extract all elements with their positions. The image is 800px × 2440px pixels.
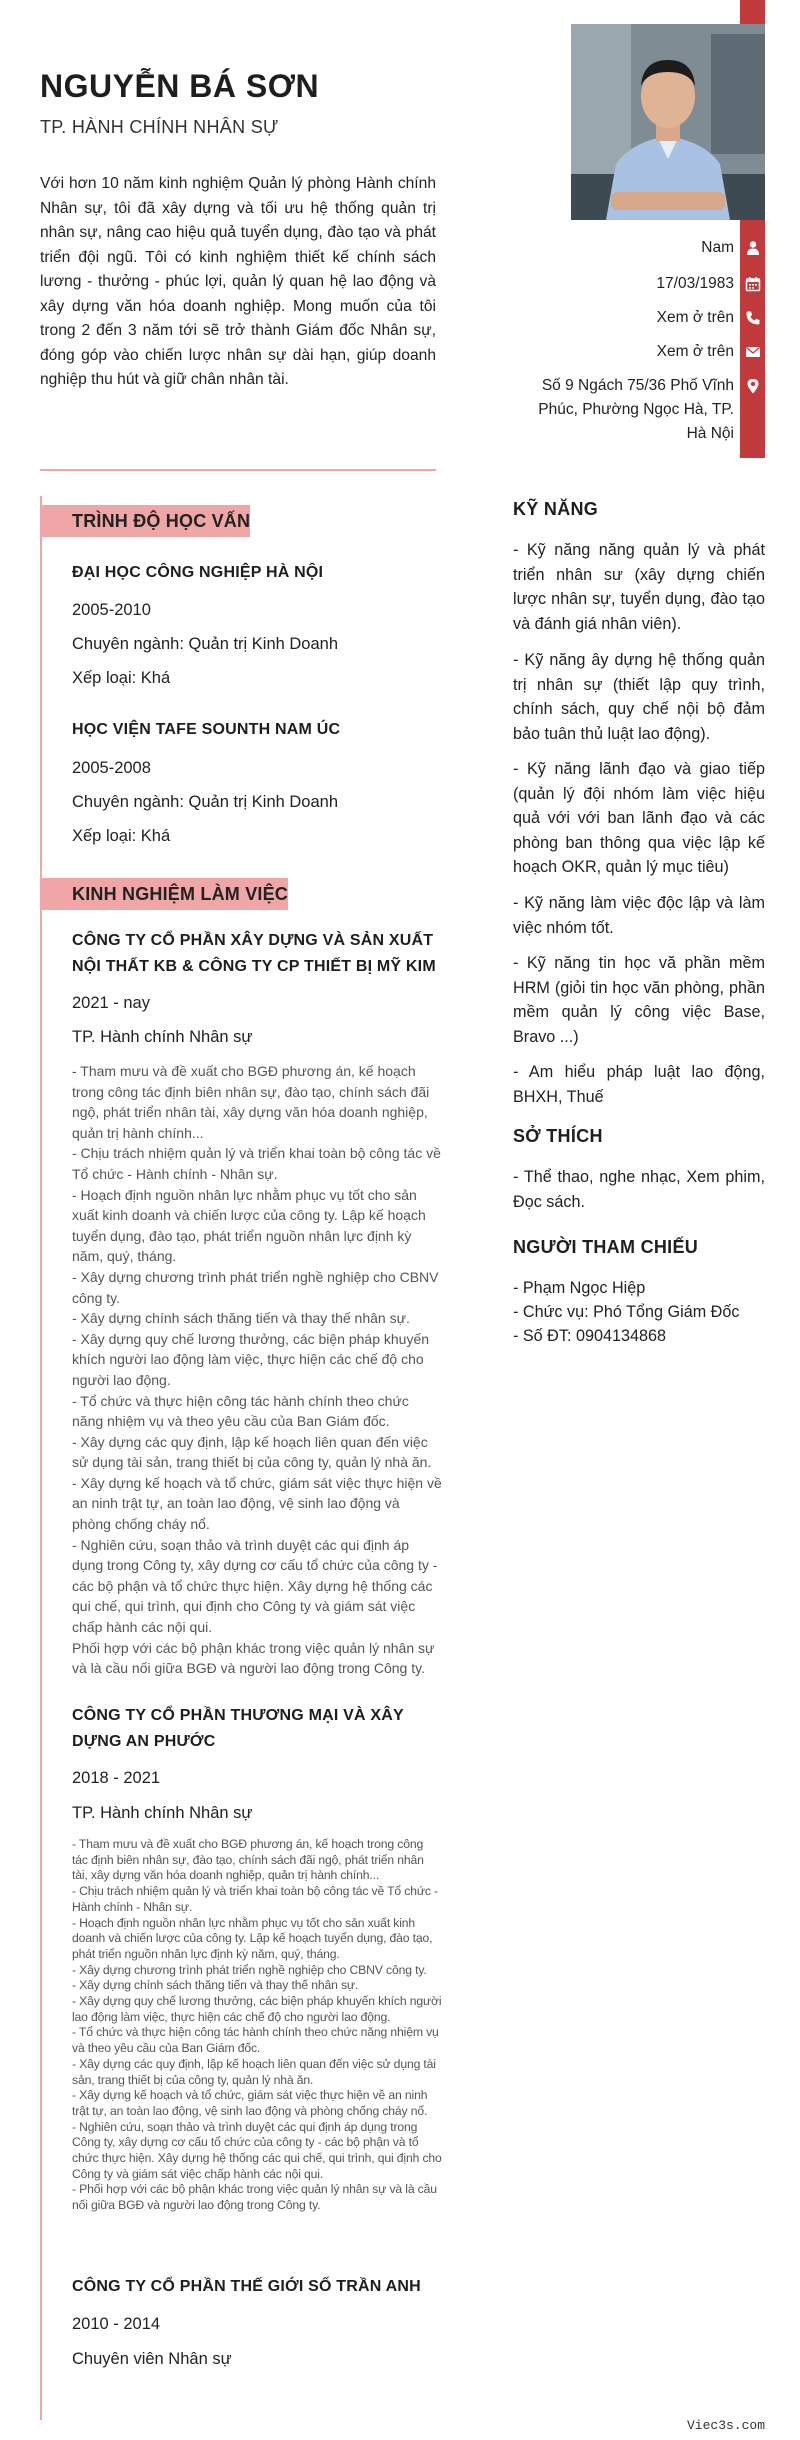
hobbies-heading: SỞ THÍCH (513, 1126, 603, 1146)
job-period: 2010 - 2014 (72, 2315, 161, 2333)
skill-item: - Kỹ năng năng quản lý và phát triển nhân sư (xây dựng chiến lược nhân sự, tuyển dụng, đào tạo và đánh giá nhân viên). (513, 541, 765, 633)
education-years: 2005-2008 (72, 759, 151, 777)
company-name: CÔNG TY CỔ PHẦN XÂY DỰNG VÀ SẢN XUẤT NỘI THẤT KB & CÔNG TY CP THIẾT BỊ MỸ KIM (72, 932, 436, 975)
user-icon (740, 235, 765, 261)
skill-item: - Kỹ năng ây dựng hệ thống quản trị nhân sự (thiết lập quy trình, chính sách, quy chế nội bộ đảm bảo tuân thủ luật lao động). (513, 651, 765, 743)
career-summary: Với hơn 10 năm kinh nghiệm Quản lý phòng Hành chính Nhân sự, tôi đã xây dựng và tối ưu hệ thống quản trị nhân sự, nâng cao hiệu quả tuyển dụng, đào tạo và phát triển đội ngũ. Tôi có kinh nghiệm thiết kế chính sách lương - thưởng - phúc lợi, quản lý quan hệ lao động và xây dựng văn hóa doanh nghiệp. Mong muốn của tôi trong 2 đến 3 năm tới sẽ trở thành Giám đốc Nhân sự, đóng góp vào chiến lược nhân sự dài hạn, giúp doanh nghiệp thu hút và giữ chân nhân tài. (40, 175, 436, 388)
education-grade: Xếp loại: Khá (72, 827, 171, 845)
contact-address: Số 9 Ngách 75/36 Phố Vĩnh Phúc, Phường Ngọc Hà, TP. Hà Nội (538, 377, 734, 442)
education-item (72, 560, 442, 586)
education-major: Chuyên ngành: Quản trị Kinh Doanh (72, 635, 339, 653)
education-heading: TRÌNH ĐỘ HỌC VẤN (42, 505, 250, 537)
school-name: HỌC VIỆN TAFE SOUNTH NAM ÚC (72, 721, 341, 738)
job-period: 2021 - nay (72, 994, 150, 1012)
left-timeline-line (40, 496, 42, 2420)
gender-text: Nam (701, 239, 734, 256)
job-description: - Tham mưu và đề xuất cho BGĐ phương án, kế hoạch trong công tác định biên nhân sự, đào tạo, chính sách đãi ngộ, phát triển nhân tài, xây dựng văn hóa doanh nghiệp, quản trị hành chính... - Chịu trách nhiệm quản lý và triển khai toàn bộ công tác về Tổ chức - Hành chính - Nhân sự. - Hoạch định nguồn nhân lực nhằm phục vụ tốt cho sản xuất kinh doanh và chiến lược của công ty. Lập kế hoạch tuyển dụng, đào tạo, phát triển nguồn nhân lực định kỳ năm, quý, tháng. - Xây dựng chương trình phát triển nghề nghiệp cho CBNV công ty. - Xây dựng chính sách thăng tiến và thay thế nhân sự. - Xây dựng quy chế lương thưởng, các biện pháp khuyến khích người lao động làm việc, thực hiện các chế độ cho người lao động. - Tổ chức và thực hiện công tác hành chính theo chức năng nhiệm vụ và theo yêu cầu của Ban Giám đốc. - Xây dựng các quy định, lập kế hoạch liên quan đến việc sử dụng tài sản, trang thiết bị của công ty, quản lý nhà ăn. - Xây dựng kế hoạch và tổ chức, giám sát việc thực hiện về an ninh trật tự, an toàn lao động, vệ sinh lao động và phòng chống cháy nổ. - Nghiên cứu, soạn thảo và trình duyệt các qui định áp dụng trong Công ty, xây dựng cơ cấu tổ chức của công ty - các bộ phận và tổ chức thực hiện. Xây dựng hệ thống các qui chế, qui trình, qui định cho Công ty và giám sát việc chấp hành các nội qui. - Phối hợp với các bộ phận khác trong việc quản lý nhân sự và là cầu nối giữa BGĐ và người lao động trong Công ty. (72, 1837, 442, 2213)
job-role: Chuyên viên Nhân sự (72, 2350, 232, 2368)
phone-text: Xem ở trên (656, 309, 734, 326)
reference-phone: - Số ĐT: 0904134868 (513, 1327, 666, 1345)
education-major: Chuyên ngành: Quản trị Kinh Doanh (72, 793, 339, 811)
company-name: CÔNG TY CỔ PHẦN THẾ GIỚI SỐ TRẦN ANH (72, 2278, 421, 2295)
education-grade: Xếp loại: Khá (72, 669, 171, 687)
job-company (72, 2274, 442, 2300)
location-icon (740, 373, 765, 399)
skill-item: - Kỹ năng làm việc độc lập và làm việc nhóm tốt. (513, 894, 765, 937)
skills-heading: KỸ NĂNG (513, 499, 599, 519)
calendar-icon (740, 271, 765, 297)
job-period: 2018 - 2021 (72, 1769, 161, 1787)
job-description: - Tham mưu và đề xuất cho BGĐ phương án, kế hoạch trong công tác định biên nhân sự, đào tạo, chính sách đãi ngộ, phát triển nhân tài, xây dựng văn hóa doanh nghiệp, quản trị hành chính... - Chịu trách nhiệm quản lý và triển khai toàn bộ công tác về Tổ chức - Hành chính - Nhân sự. - Hoạch định nguồn nhân lực nhằm phục vụ tốt cho sản xuất kinh doanh và chiến lược của công ty. Lập kế hoạch tuyển dụng, đào tạo, phát triển nguồn nhân lực định kỳ năm, quý, tháng. - Xây dựng chương trình phát triển nghề nghiệp cho CBNV công ty. - Xây dựng chính sách thăng tiến và thay thế nhân sự. - Xây dựng quy chế lương thưởng, các biện pháp khuyến khích người lao động làm việc, thực hiện các chế độ cho người lao động. - Tổ chức và thực hiện công tác hành chính theo chức năng nhiệm vụ và theo yêu cầu của Ban Giám đốc. - Xây dựng các quy định, lập kế hoạch liên quan đến việc sử dụng tài sản, trang thiết bị của công ty, quản lý nhà ăn. - Xây dựng kế hoạch và tổ chức, giám sát việc thực hiện về an ninh trật tự, an toàn lao động, vệ sinh lao động và phòng chống cháy nổ. - Nghiên cứu, soạn thảo và trình duyệt các qui định áp dụng trong Công ty, xây dựng cơ cấu tổ chức của công ty - các bộ phận và tổ chức thực hiện. Xây dựng hệ thống các qui chế, qui trình, qui định cho Công ty và giám sát việc chấp hành các nội qui. Phối hợp với các bộ phận khác trong việc quản lý nhân sự và là cầu nối giữa BGĐ và người lao động trong Công ty. (72, 1063, 442, 1677)
job-company (72, 928, 442, 980)
email-text: Xem ở trên (656, 343, 734, 360)
reference-position: - Chức vụ: Phó Tổng Giám Đốc (513, 1303, 740, 1321)
candidate-title: TP. HÀNH CHÍNH NHÂN SỰ (40, 117, 279, 137)
school-name: ĐẠI HỌC CÔNG NGHIỆP HÀ NỘI (72, 564, 324, 581)
contact-phone (657, 303, 734, 333)
company-name: CÔNG TY CỔ PHẦN THƯƠNG MẠI VÀ XÂY DỰNG AN PHƯỚC (72, 1707, 404, 1750)
job-role: TP. Hành chính Nhân sự (72, 1028, 253, 1046)
education-item (72, 717, 442, 743)
contact-email (657, 337, 734, 367)
education-years: 2005-2010 (72, 601, 151, 619)
job-role: TP. Hành chính Nhân sự (72, 1804, 253, 1822)
reference-heading: NGƯỜI THAM CHIẾU (513, 1237, 699, 1257)
candidate-name: NGUYỄN BÁ SƠN (40, 68, 320, 104)
skill-item: - Kỹ năng lãnh đạo và giao tiếp (quản lý đội nhóm làm việc hiệu quả với với ban lãnh đạo và các phòng ban thông qua việc lập kế hoạch OKR, quản lý mục tiêu) (513, 760, 765, 876)
profile-photo (571, 24, 765, 220)
contact-dob (656, 269, 734, 299)
contact-gender (701, 233, 734, 263)
footer-brand: Viec3s.com (686, 2418, 765, 2433)
dob-text: 17/03/1983 (656, 275, 734, 292)
skill-item: - Am hiểu pháp luật lao động, BHXH, Thuế (513, 1063, 765, 1106)
mail-icon (740, 339, 765, 365)
job-company (72, 1703, 442, 1755)
phone-icon (740, 305, 765, 331)
header-divider (40, 469, 436, 471)
experience-heading: KINH NGHIỆM LÀM VIỆC (42, 878, 288, 910)
hobbies-text: - Thể thao, nghe nhạc, Xem phim, Đọc sách. (513, 1168, 765, 1211)
skill-item: - Kỹ năng tin học vă phần mềm HRM (giỏi tin học văn phòng, phần mềm quản lý công việc Base, Bravo ...) (513, 954, 765, 1046)
reference-name: - Phạm Ngọc Hiệp (513, 1279, 646, 1297)
